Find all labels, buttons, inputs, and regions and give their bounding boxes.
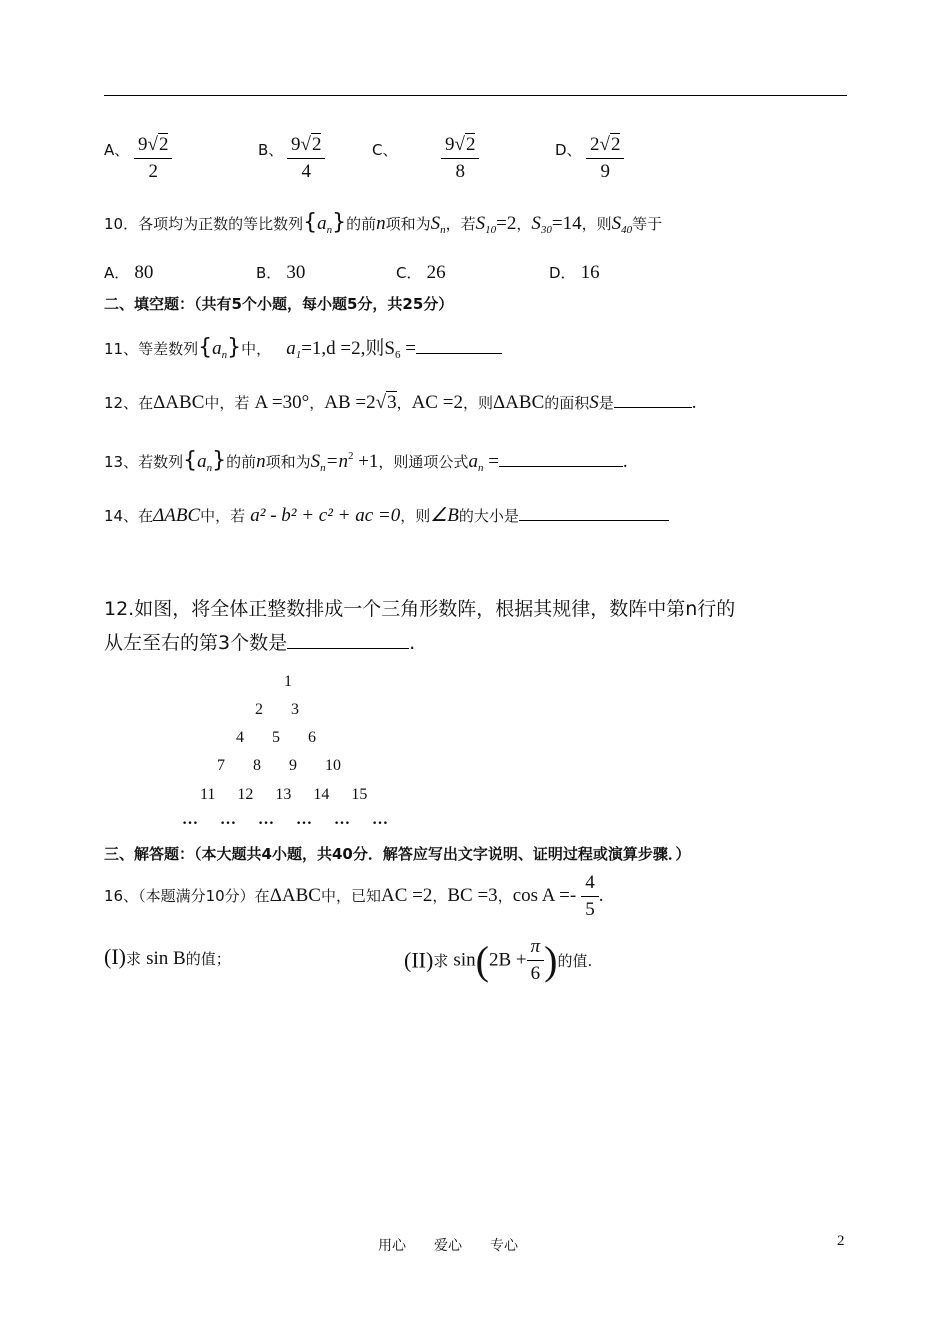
triangle-row-3: 4 5 6 bbox=[236, 729, 316, 746]
q16: 16、（本题满分10分）在ΔABC中，已知AC =2，BC =3，cos A =- $\frac{4}{5}$ . bbox=[104, 872, 604, 920]
q12: 12、在ΔABC中，若 A =30°，AB =2√3，AC =2，则ΔABC的面积S是 . bbox=[104, 392, 697, 413]
q9-option-b-fraction: $\frac{9√2}{4}$ bbox=[287, 132, 325, 185]
q9-option-c-fraction: $\frac{9√2}{8}$ bbox=[441, 132, 479, 185]
section-3-heading: 三、解答题：（本大题共4小题，共40分．解答应写出文字说明、证明过程或演算步骤．） bbox=[104, 845, 691, 863]
q9-option-d-fraction: $\frac{2√2}{9}$ bbox=[586, 132, 624, 185]
q9-option-b-label: B、 bbox=[258, 141, 284, 159]
q16-part-2: (II)求 sin(2B + $\frac{\pi}{6}$ )的值. bbox=[404, 936, 593, 984]
footer-text: 用心 爱心 专心 bbox=[378, 1238, 518, 1254]
section-2-heading: 二、填空题：（共有5个小题，每小题5分，共25分） bbox=[104, 295, 454, 313]
page-number: 2 bbox=[837, 1233, 845, 1249]
q10-stem: 10．各项均为正数的等比数列$\{a_n\}$的前n项和为$S_n$，若$S_{10}=2$，$S_{30}=14$，则$S_{40}$等于 bbox=[104, 210, 663, 236]
triangle-row-4: 7 8 9 10 bbox=[217, 757, 341, 774]
triangle-row-5: 11 12 13 14 15 bbox=[200, 786, 368, 803]
q9-option-a-label: A、 bbox=[104, 141, 130, 159]
q12b-line1: 12.如图，将全体正整数排成一个三角形数阵，根据其规律，数阵中第n行的 bbox=[104, 598, 736, 620]
q10-option-a: A． 80 bbox=[104, 262, 154, 283]
q12b-line2: 从左至右的第3个数是 . bbox=[104, 632, 416, 654]
q11: 11、等差数列$\{a_n\}$中， $a_1=1,d =2$,则$S_6$ = bbox=[104, 333, 502, 360]
q10-option-b: B． 30 bbox=[256, 262, 306, 283]
triangle-row-2: 2 3 bbox=[255, 701, 299, 718]
q9-option-c-label: C、 bbox=[372, 141, 398, 159]
q9-option-a-fraction: $\frac{9√2}{2}$ bbox=[134, 132, 172, 185]
q10-option-d: D． 16 bbox=[549, 262, 600, 283]
q13: 13、若数列$\{a_n\}$的前n项和为$S_n=n^2 +1$，则通项公式$a_n$ = . bbox=[104, 448, 628, 474]
triangle-row-ellipsis: … … … … … … bbox=[182, 811, 388, 828]
q10-option-c: C． 26 bbox=[396, 262, 446, 283]
q14: 14、在ΔABC中，若 a² - b² + c² + ac =0，则∠B的大小是 bbox=[104, 504, 669, 527]
q16-part-1: (I)求 sin B的值； bbox=[104, 944, 231, 969]
header-rule bbox=[104, 95, 847, 96]
triangle-row-1: 1 bbox=[284, 673, 292, 690]
q9-option-d-label: D、 bbox=[555, 141, 582, 159]
